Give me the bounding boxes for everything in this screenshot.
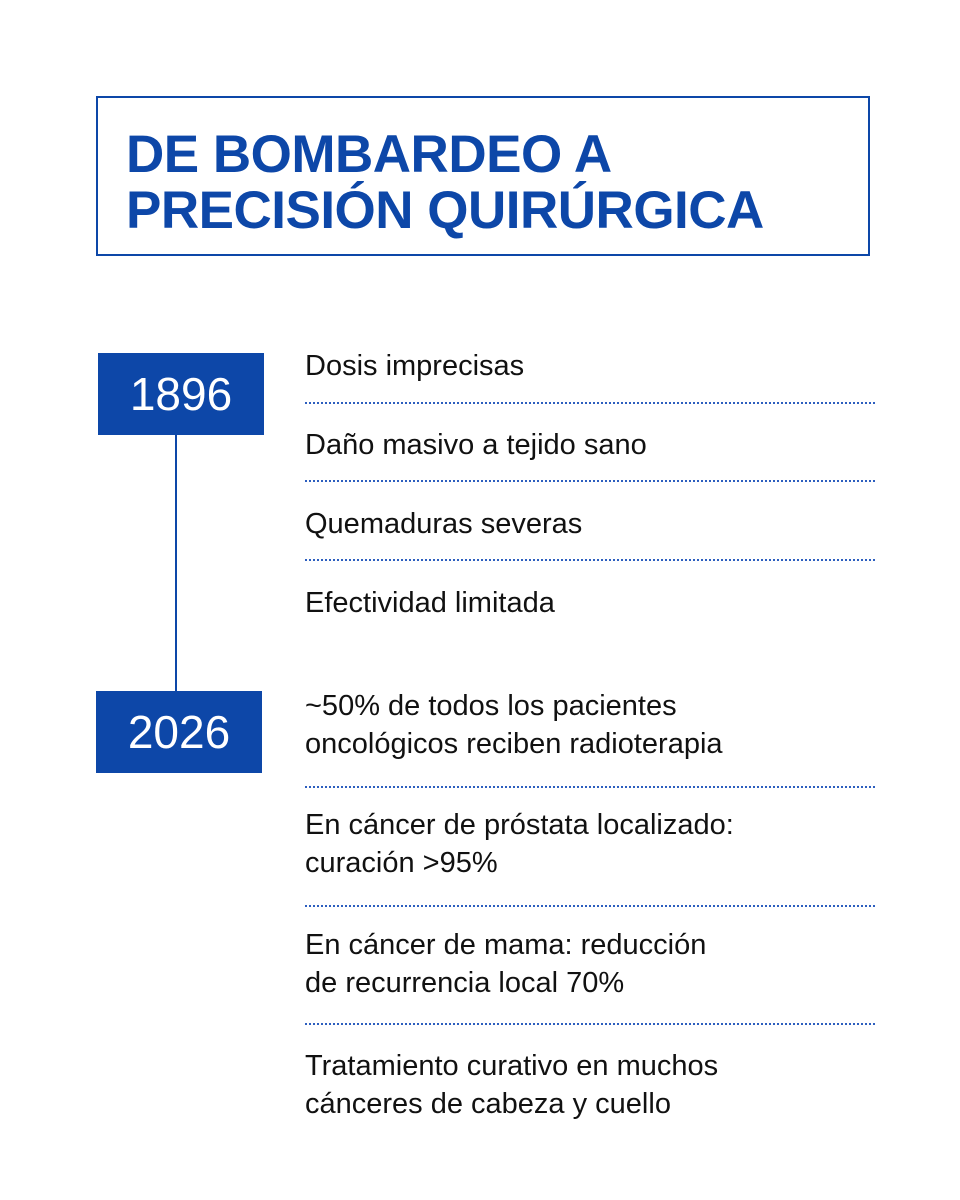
title-line-2: PRECISIÓN QUIRÚRGICA xyxy=(126,181,764,240)
year-badge-present: 2026 xyxy=(96,691,262,773)
present-item-line: de recurrencia local 70% xyxy=(305,967,625,999)
present-item xyxy=(305,687,723,763)
divider xyxy=(305,1023,875,1025)
title-line-1: DE BOMBARDEO A xyxy=(126,125,612,184)
present-item-line: curación >95% xyxy=(305,847,498,879)
present-item xyxy=(305,1047,718,1123)
past-item: Daño masivo a tejido sano xyxy=(305,429,647,461)
present-item-line: ~50% de todos los pacientes xyxy=(305,690,677,722)
title-box xyxy=(96,96,870,256)
past-item: Quemaduras severas xyxy=(305,508,583,540)
present-item-line: En cáncer de mama: reducción xyxy=(305,929,707,961)
present-item xyxy=(305,806,734,882)
present-item-line: oncológicos reciben radioterapia xyxy=(305,728,723,760)
present-item xyxy=(305,926,706,1002)
year-badge-past: 1896 xyxy=(98,353,264,435)
present-item-line: Tratamiento curativo en muchos xyxy=(305,1050,719,1082)
present-item-line: cánceres de cabeza y cuello xyxy=(305,1088,671,1120)
past-item: Dosis imprecisas xyxy=(305,350,525,382)
past-item: Efectividad limitada xyxy=(305,587,555,619)
divider xyxy=(305,480,875,482)
divider xyxy=(305,786,875,788)
present-item-line: En cáncer de próstata localizado: xyxy=(305,809,734,841)
divider xyxy=(305,559,875,561)
timeline-connector xyxy=(175,434,177,694)
divider xyxy=(305,905,875,907)
divider xyxy=(305,402,875,404)
